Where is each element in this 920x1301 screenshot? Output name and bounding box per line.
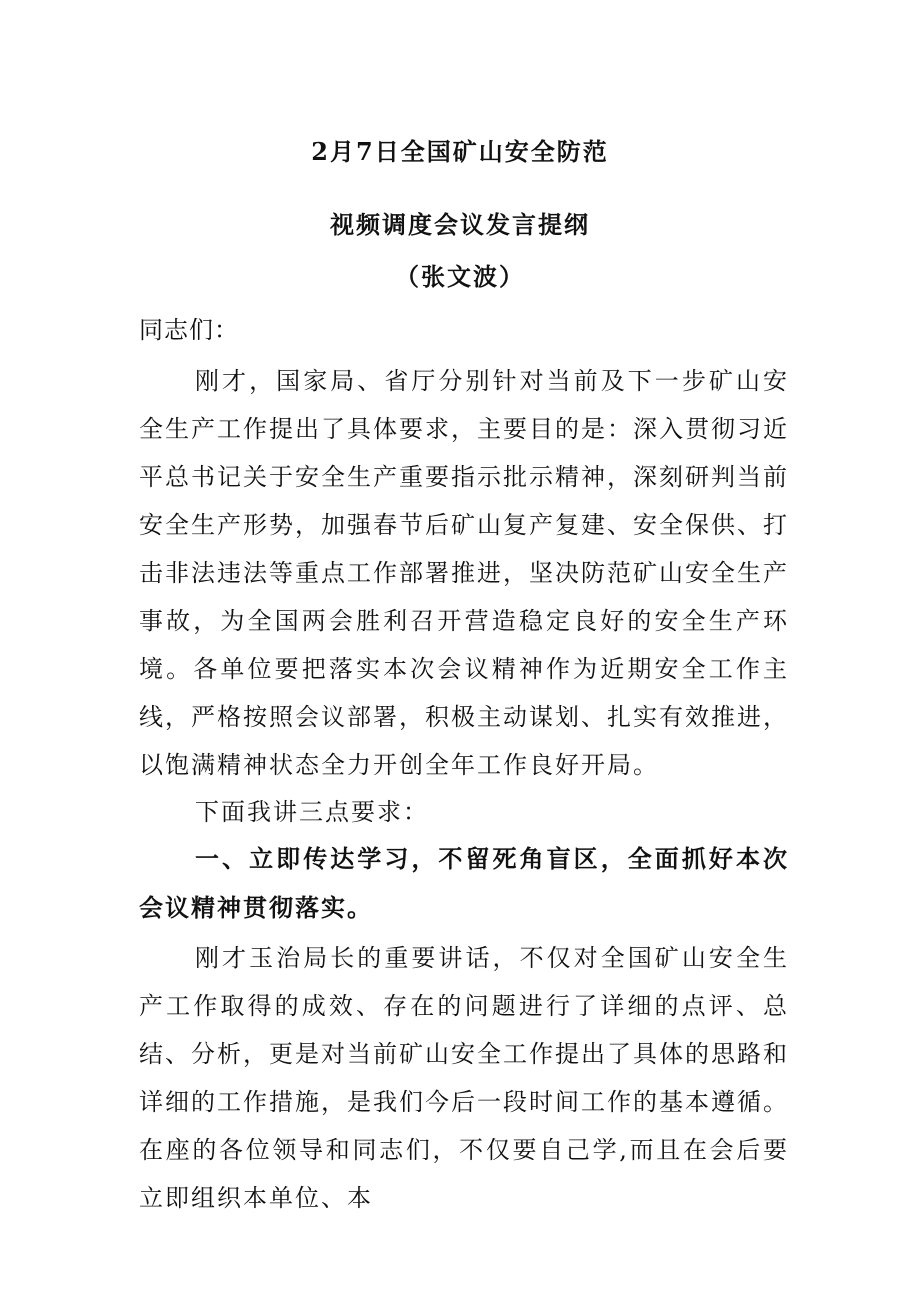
speaker-name: （张文波） bbox=[395, 262, 525, 291]
section-heading-1: 一、立即传达学习，不留死角盲区，全面抓好本次会议精神贯彻落实。 bbox=[139, 844, 789, 922]
document-title-line2: 视频调度会议发言提纲 bbox=[330, 210, 590, 239]
document-title-line1: 2月7日全国矿山安全防范 bbox=[311, 137, 609, 166]
paragraph-transition: 下面我讲三点要求： bbox=[195, 798, 429, 826]
salutation: 同志们： bbox=[139, 316, 239, 344]
paragraph-section-1: 刚才玉治局长的重要讲话，不仅对全国矿山安全生产工作取得的成效、存在的问题进行了详细的点评、总结、分析，更是对当前矿山安全工作提出了具体的思路和详细的工作措施，是我们今后一段时间工作的基本遵循。在座的各位领导和同志们，不仅要自己学,而且在会后要立即组织本单位、本 bbox=[139, 944, 789, 1212]
paragraph-intro: 刚才，国家局、省厅分别针对当前及下一步矿山安全生产工作提出了具体要求，主要目的是：深入贯彻习近平总书记关于安全生产重要指示批示精神，深刻研判当前安全生产形势，加强春节后矿山复产复建、安全保供、打击非法违法等重点工作部署推进，坚决防范矿山安全生产事故，为全国两会胜利召开营造稳定良好的安全生产环境。各单位要把落实本次会议精神作为近期安全工作主线，严格按照会议部署，积极主动谋划、扎实有效推进，以饱满精神状态全力开创全年工作良好开局。 bbox=[139, 367, 789, 779]
